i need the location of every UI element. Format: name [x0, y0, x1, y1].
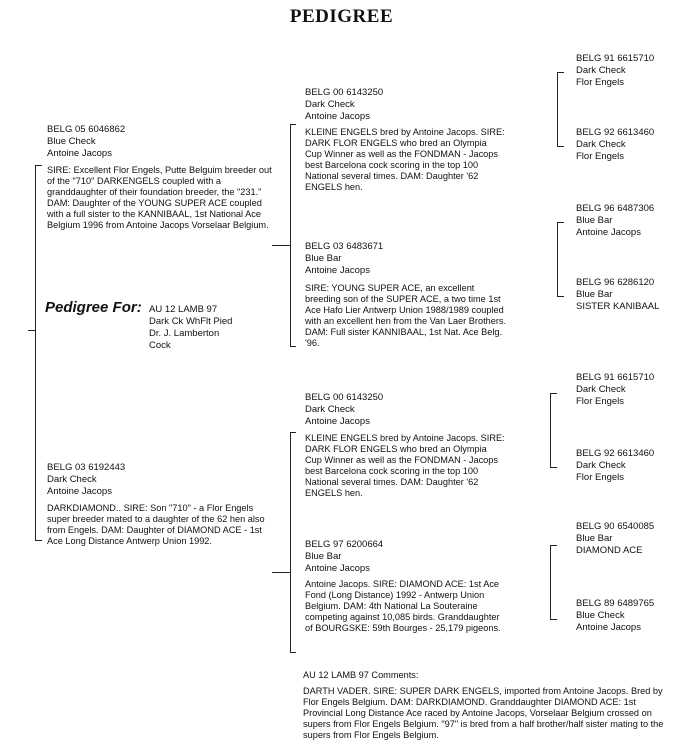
ddd-breeder: Antoine Jacops: [576, 622, 641, 633]
sire-bracket-top: [290, 124, 296, 125]
ds-color: Dark Check: [305, 404, 355, 415]
sdd-band: BELG 96 6286120: [576, 277, 655, 288]
sds-info: [576, 203, 654, 239]
dss-band: BELG 91 6615710: [576, 372, 655, 383]
ds-bracket-bottom: [550, 467, 557, 468]
ss-bracket-vertical: [557, 72, 558, 146]
dd-band: BELG 97 6200664: [305, 539, 384, 550]
subject-owner: Dr. J. Lamberton: [149, 328, 220, 339]
sdd-color: Blue Bar: [576, 289, 613, 300]
dds-info: [576, 521, 654, 557]
sire-breeder: Antoine Jacops: [47, 148, 112, 159]
sdd-breeder: SISTER KANIBAAL: [576, 301, 660, 312]
ss-description: KLEINE ENGELS bred by Antoine Jacops. SIRE: DARK FLOR ENGELS who bred an Olympia Cup Winner as well as the FONDMAN - Jacops best Barcelona cock scoring in the top 100 National several times. DAM: Daughter '62 ENGELS hen.: [305, 127, 505, 192]
dam-bracket-mid: [272, 572, 291, 573]
sss-band: BELG 91 6615710: [576, 53, 655, 64]
ds-bracket-vertical: [550, 393, 551, 467]
sire-bracket-bottom: [290, 346, 296, 347]
dd-info: [305, 539, 383, 575]
sss-breeder: Flor Engels: [576, 77, 625, 88]
dam-bracket-vertical: [290, 432, 291, 652]
ssd-band: BELG 92 6613460: [576, 127, 655, 138]
sire-bracket-vertical: [290, 124, 291, 346]
sire-band: BELG 05 6046862: [47, 124, 126, 135]
sd-description: SIRE: YOUNG SUPER ACE, an excellent breeding son of the SUPER ACE, a two time 1st Ace Hafo Lier Antwerp Union 1988/1989 coupled with an excellent hen from the Van Laer Brothers. DAM: Full sister KANNIBAAL, 1st Nat. Ace Belg. '96.: [305, 283, 507, 348]
sire-description: SIRE: Excellent Flor Engels, Putte Belguim breeder out of the "710" DARKENGELS coupled with a granddaughter of their foundation breeder, the "231." DAM: Daughter of the YOUNG SUPER ACE coupled with a full sister to the KANNIBAAL, 1st National Ace Belgium 1996 from Antoine Jacops Vorselaar Belgium.: [47, 165, 272, 230]
dss-info: [576, 372, 654, 408]
ddd-color: Blue Check: [576, 610, 625, 621]
sd-bracket-top: [557, 222, 564, 223]
subject-bracket-bottom: [35, 540, 42, 541]
dds-breeder: DIAMOND ACE: [576, 545, 643, 556]
pedigree-for-label: Pedigree For:: [45, 299, 142, 316]
dam-bracket-top: [290, 432, 296, 433]
sds-breeder: Antoine Jacops: [576, 227, 641, 238]
dd-description: Antoine Jacops. SIRE: DIAMOND ACE: 1st Ace Fond (Long Distance) 1992 - Antwerp Union Belgium. DAM: 4th National La Souteraine competing against 10,085 birds. Granddaughter of BOURGSKE: 59th Bourges - 25,179 pigeons.: [305, 579, 501, 633]
ds-info: [305, 392, 383, 428]
dds-color: Blue Bar: [576, 533, 613, 544]
sds-color: Blue Bar: [576, 215, 613, 226]
dsd-band: BELG 92 6613460: [576, 448, 655, 459]
dds-band: BELG 90 6540085: [576, 521, 655, 532]
dsd-breeder: Flor Engels: [576, 472, 625, 483]
dd-color: Blue Bar: [305, 551, 342, 562]
ss-bracket-top: [557, 72, 564, 73]
sd-info: [305, 241, 383, 277]
sss-info: [576, 53, 654, 89]
ds-band: BELG 00 6143250: [305, 392, 384, 403]
dd-bracket-top: [550, 545, 557, 546]
dam-info: [47, 462, 125, 498]
ds-bracket-top: [550, 393, 557, 394]
subject-color: Dark Ck WhFlt Pied: [149, 316, 233, 327]
comments-text: DARTH VADER. SIRE: SUPER DARK ENGELS, imported from Antoine Jacops. Bred by Flor Engels Belgium. DAM: DARKDIAMOND. Granddaughter DIAMOND ACE: 1st Provincial Long Distance Ace raced by Antoine Jacops, Vorselaar Belgium crossed on supers from Flor Engels Belgium. "97" is bred from a half brother/half sister mating to the supers from Flor Engels Belgium.: [303, 686, 664, 740]
subject-bracket-top: [35, 165, 42, 166]
sdd-info: [576, 277, 659, 313]
dd-bracket-vertical: [550, 545, 551, 619]
dam-bracket-bottom: [290, 652, 296, 653]
subject-bracket-mid: [28, 330, 36, 331]
sss-color: Dark Check: [576, 65, 626, 76]
dam-band: BELG 03 6192443: [47, 462, 126, 473]
dd-bracket-bottom: [550, 619, 557, 620]
sd-breeder: Antoine Jacops: [305, 265, 370, 276]
sd-band: BELG 03 6483671: [305, 241, 384, 252]
ssd-color: Dark Check: [576, 139, 626, 150]
sire-bracket-mid: [272, 245, 291, 246]
sire-info: [47, 124, 125, 160]
ss-bracket-bottom: [557, 146, 564, 147]
subject-sex: Cock: [149, 340, 171, 351]
sd-bracket-vertical: [557, 222, 558, 296]
page-title: PEDIGREE: [289, 6, 394, 27]
ddd-band: BELG 89 6489765: [576, 598, 655, 609]
ssd-breeder: Flor Engels: [576, 151, 625, 162]
dsd-info: [576, 448, 654, 484]
dss-color: Dark Check: [576, 384, 626, 395]
ss-band: BELG 00 6143250: [305, 87, 384, 98]
ss-info: [305, 87, 383, 123]
dam-breeder: Antoine Jacops: [47, 486, 112, 497]
ss-breeder: Antoine Jacops: [305, 111, 370, 122]
sire-color: Blue Check: [47, 136, 96, 147]
sds-band: BELG 96 6487306: [576, 203, 655, 214]
dam-color: Dark Check: [47, 474, 97, 485]
dam-description: DARKDIAMOND.. SIRE: Son "710" - a Flor Engels super breeder mated to a daughter of the 62 hen also from Engels. DAM: Daughter of DIAMOND ACE - 1st Ace Long Distance Antwerp Union 1992.: [47, 503, 265, 546]
ssd-info: [576, 127, 654, 163]
subject-bracket-vertical: [35, 165, 36, 540]
ddd-info: [576, 598, 654, 634]
subject-info: [149, 304, 232, 352]
sd-color: Blue Bar: [305, 253, 342, 264]
subject-band: AU 12 LAMB 97: [149, 304, 218, 315]
ds-breeder: Antoine Jacops: [305, 416, 370, 427]
ds-description: KLEINE ENGELS bred by Antoine Jacops. SIRE: DARK FLOR ENGELS who bred an Olympia Cup Winner as well as the FONDMAN - Jacops best Barcelona cock scoring in the top 100 National several times. DAM: Daughter '62 ENGELS hen.: [305, 433, 505, 498]
dsd-color: Dark Check: [576, 460, 626, 471]
dd-breeder: Antoine Jacops: [305, 563, 370, 574]
ss-color: Dark Check: [305, 99, 355, 110]
sd-bracket-bottom: [557, 296, 564, 297]
dss-breeder: Flor Engels: [576, 396, 625, 407]
comments-heading: AU 12 LAMB 97 Comments:: [303, 670, 419, 680]
